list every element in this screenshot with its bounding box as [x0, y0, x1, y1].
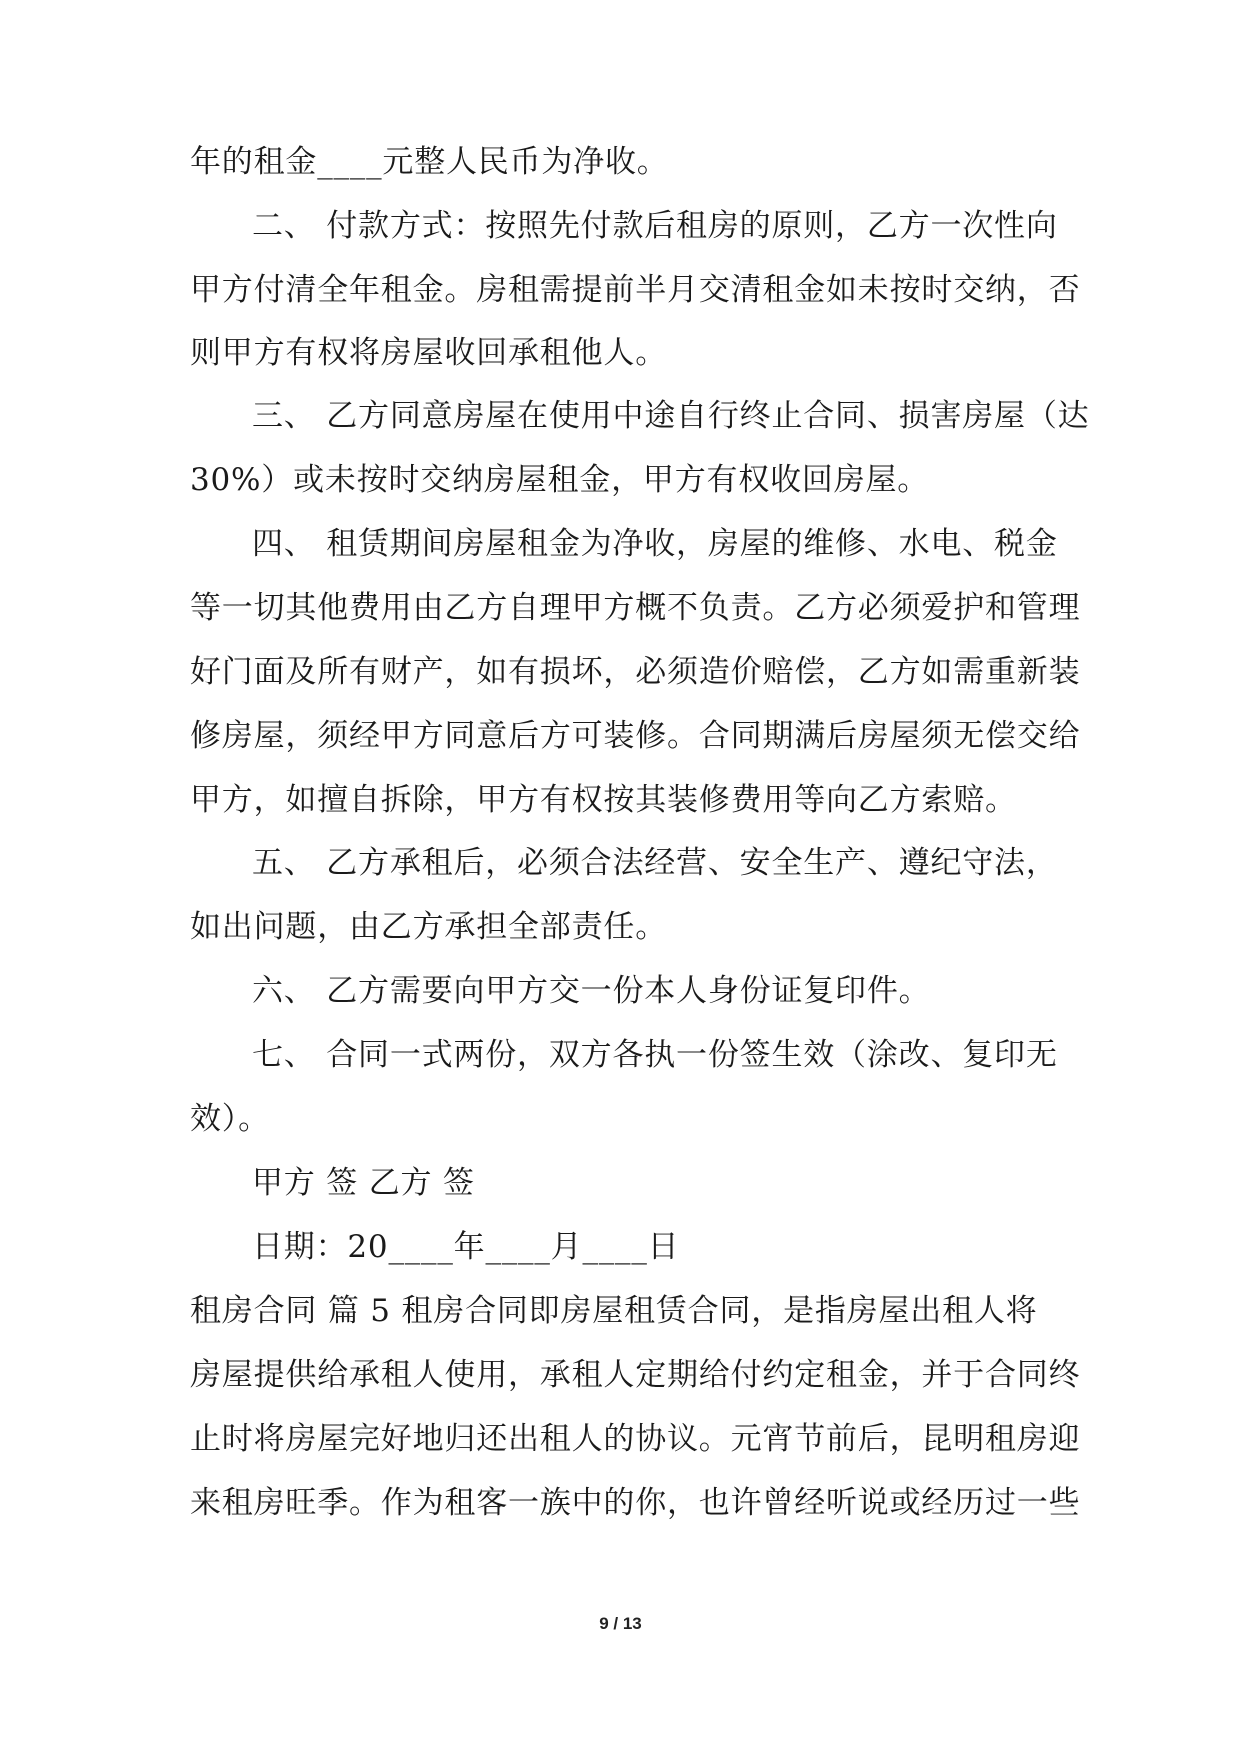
- signature-line: 甲方 签 乙方 签: [252, 1165, 475, 1201]
- text-line: 修房屋，须经甲方同意后方可装修。合同期满后房屋须无偿交给: [190, 718, 1081, 754]
- text-line: 二、 付款方式：按照先付款后租房的原则，乙方一次性向: [252, 208, 1058, 244]
- text-line: 30%）或未按时交纳房屋租金，甲方有权收回房屋。: [190, 462, 930, 498]
- text-line: 六、 乙方需要向甲方交一份本人身份证复印件。: [252, 973, 931, 1009]
- text-line: 如出问题，由乙方承担全部责任。: [190, 909, 667, 945]
- text-line: 甲方，如擅自拆除，甲方有权按其装修费用等向乙方索赔。: [190, 782, 1017, 818]
- text-line: 七、 合同一式两份，双方各执一份签生效（涂改、复印无: [252, 1037, 1058, 1073]
- text-line: 四、 租赁期间房屋租金为净收，房屋的维修、水电、税金: [252, 526, 1058, 562]
- text-line: 来租房旺季。作为租客一族中的你，也许曾经听说或经历过一些: [190, 1485, 1081, 1521]
- text-line: 五、 乙方承租后，必须合法经营、安全生产、遵纪守法，: [252, 845, 1058, 881]
- text-line: 止时将房屋完好地归还出租人的协议。元宵节前后，昆明租房迎: [190, 1421, 1081, 1457]
- text-line: 年的租金____元整人民币为净收。: [190, 144, 669, 180]
- date-line: 日期：20____年____月____日: [252, 1229, 680, 1265]
- text-line: 则甲方有权将房屋收回承租他人。: [190, 335, 667, 371]
- text-line: 甲方付清全年租金。房租需提前半月交清租金如未按时交纳，否: [190, 272, 1081, 308]
- page-number: 9 / 13: [599, 1614, 642, 1633]
- text-line: 租房合同 篇 5 租房合同即房屋租赁合同，是指房屋出租人将: [190, 1293, 1038, 1329]
- text-line: 三、 乙方同意房屋在使用中途自行终止合同、损害房屋（达: [252, 398, 1090, 434]
- text-line: 效）。: [190, 1101, 270, 1137]
- text-line: 房屋提供给承租人使用，承租人定期给付约定租金，并于合同终: [190, 1357, 1081, 1393]
- text-line: 等一切其他费用由乙方自理甲方概不负责。乙方必须爱护和管理: [190, 590, 1081, 626]
- text-line: 好门面及所有财产，如有损坏，必须造价赔偿，乙方如需重新装: [190, 654, 1081, 690]
